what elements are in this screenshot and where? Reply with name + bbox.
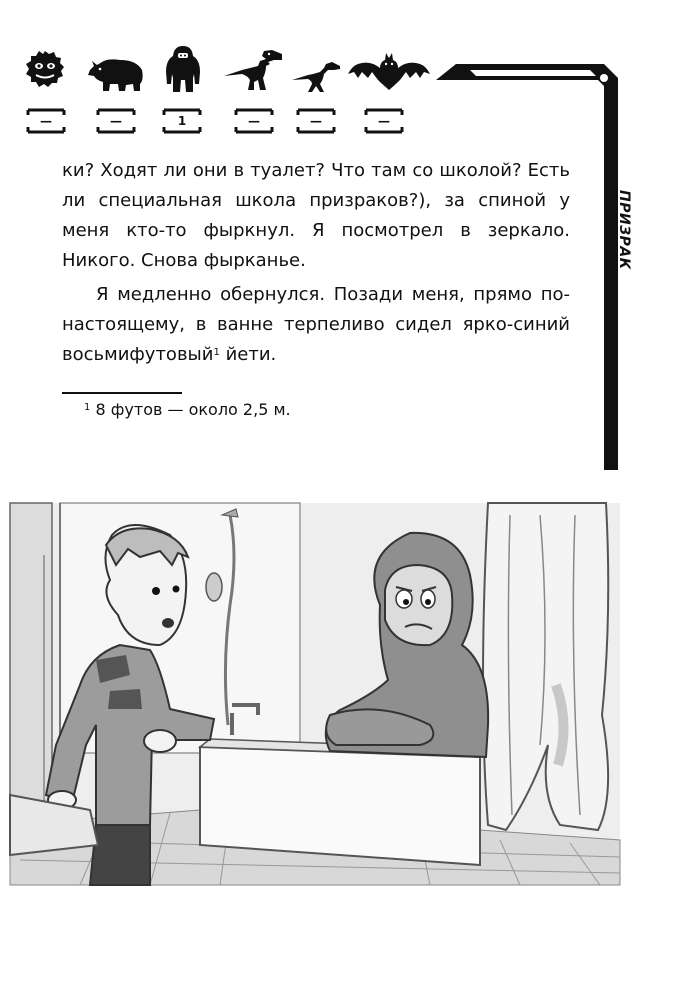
bat-counter: — xyxy=(364,108,404,134)
bathroom-illustration xyxy=(0,495,640,895)
furball-counter: — xyxy=(26,108,66,134)
chapter-title: ПРИЗРАК xyxy=(616,190,632,270)
body-text xyxy=(62,156,570,370)
rhino-counter: — xyxy=(96,108,136,134)
footnote-ref[interactable]: 1 xyxy=(213,347,220,358)
paragraph-2: Я медленно обернулся. Позади меня, прямо по-настоящему, в ванне терпеливо сидел ярко-синий восьмифутовый$^1$ йети. xyxy=(62,284,570,365)
footnote xyxy=(84,398,291,422)
chapter-side-label xyxy=(612,190,636,270)
footnote-divider xyxy=(62,392,182,394)
footnote-text: 8 футов — около 2,5 м. xyxy=(90,400,291,419)
raptor-counter: — xyxy=(296,108,336,134)
footnote-marker: 1 xyxy=(84,402,91,413)
yeti-counter: 1 xyxy=(162,108,202,134)
t-rex-counter: — xyxy=(234,108,274,134)
paragraph-1: ки? Ходят ли они в туалет? Что там со школой? Есть ли специальная школа призраков?), за спиной у меня кто-то фыркнул. Я посмотрел в зеркало. Никого. Снова фырканье. xyxy=(62,160,570,271)
